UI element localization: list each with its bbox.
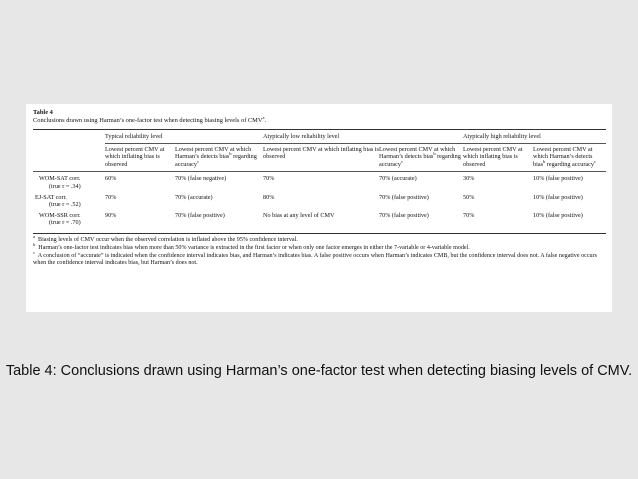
table-cell: 10% (false positive)	[533, 193, 583, 201]
subheader-low-detects	[379, 143, 463, 172]
footnotes	[33, 233, 606, 268]
subheader-typical-inflating: Lowest percent CMV at which inflating bias is observed	[105, 145, 165, 168]
footnote-text: Biasing levels of CMV occur when the observed correlation is inflated above the 95% confidence interval.	[38, 236, 298, 243]
table-cell: 30%	[463, 175, 475, 183]
subheader-rest: regarding accuracy	[545, 160, 595, 168]
group-high: Atypically high reliability level	[463, 130, 606, 143]
table-cell: 50%	[463, 193, 475, 201]
subheader-sup2: c	[594, 158, 597, 164]
table-cell: 70% (false positive)	[379, 211, 429, 219]
subheader-typical-detects	[175, 143, 263, 172]
results-table	[33, 130, 606, 227]
table-cell: 70% (false negative)	[175, 175, 227, 183]
table-cell: 80%	[263, 193, 275, 201]
table-cell: 70%	[105, 193, 117, 201]
subheader-sup: b	[229, 151, 232, 157]
table-cell: 70%	[463, 211, 475, 219]
subheader-sup2: c	[196, 158, 199, 164]
table-title-sup: a	[262, 114, 265, 120]
table-title-text: Conclusions drawn using Harman’s one-factor test when detecting biasing levels of CMV	[33, 117, 263, 124]
footnote-mark: c	[33, 249, 35, 255]
bottom-rule	[33, 233, 606, 234]
table-row	[33, 209, 606, 227]
subheader-text: Lowest percent CMV at which Harman’s detects bias	[533, 145, 593, 168]
footnote	[33, 241, 606, 253]
corner-cell-2	[33, 143, 105, 172]
footnote-mark: b	[33, 241, 36, 247]
table-cell: 70% (false positive)	[175, 211, 225, 219]
footnote-mark: a	[33, 233, 35, 239]
row-label-name: WOM-SSR corr.	[39, 211, 81, 219]
table-cell: 70% (false positive)	[379, 193, 429, 201]
subheader-high-inflating: Lowest percent CMV at which inflating bias is observed	[463, 145, 523, 168]
subheader-sup: b	[542, 158, 546, 164]
corner-cell	[33, 130, 105, 143]
row-label	[33, 172, 105, 191]
subheader-high-detects	[533, 143, 606, 172]
table-title	[33, 114, 606, 125]
group-low: Atypically low reliability level	[263, 130, 463, 143]
row-label-name: WOM-SAT corr.	[39, 175, 81, 183]
table-row	[33, 191, 606, 209]
footnote	[33, 249, 606, 269]
row-label	[33, 209, 105, 227]
subheader-rest: regarding accuracy	[379, 153, 461, 168]
table-title-end: .	[264, 117, 267, 124]
table-cell: 10% (false positive)	[533, 175, 583, 183]
subheader-sup: b	[433, 151, 436, 157]
row-label	[33, 191, 105, 209]
subheader-rest: regarding accuracy	[175, 153, 257, 168]
row-label-true-r: (true r = .34)	[49, 182, 81, 190]
table-cell: 70% (accurate)	[175, 193, 213, 201]
subheader-low-inflating: Lowest percent CMV at which inflating bias is observed	[263, 145, 379, 161]
table-cell: 70%	[263, 175, 275, 183]
subheader-sup2: c	[401, 158, 403, 164]
footnote-text: A conclusion of “accurate” is indicated when the confidence interval indicates bias, and Harman’s indicates bias. A false positive occurs when Harman’s indicates CMB, but the confidence interval does not. A false negative occurs when the confidence interval indicates bias, but Harman’s does not.	[33, 252, 597, 267]
row-label-true-r: (true r = .52)	[49, 201, 81, 209]
group-header-row	[33, 130, 606, 143]
table-row	[33, 172, 606, 191]
table-cell: 60%	[105, 175, 117, 183]
footnote	[33, 233, 606, 245]
subheader-row	[33, 143, 606, 172]
row-label-true-r: (true r = .70)	[49, 219, 81, 227]
table-cell: No bias at any level of CMV	[263, 211, 335, 219]
table-label: Table 4	[33, 109, 53, 116]
slide-caption: Table 4: Conclusions drawn using Harman’s one-factor test when detecting biasing levels of CMV.	[5, 363, 633, 379]
table-panel	[26, 104, 612, 312]
table-cell: 10% (false positive)	[533, 211, 583, 219]
group-typical: Typical reliability level	[105, 130, 263, 143]
footnote-text: Harman’s one-factor test indicates bias when more than 50% variance is extracted in the first factor or when only one factor emerges in either the 7-variable or 4-variable model.	[38, 244, 470, 251]
table-cell: 90%	[105, 211, 117, 219]
table-cell: 70% (accurate)	[379, 175, 417, 183]
subheader-text: Lowest percent CMV at which Harman’s detects bias	[175, 145, 252, 161]
row-label-name: EJ-SAT corr.	[35, 193, 67, 201]
subheader-text: Lowest percent CMV at which Harman’s detects bias	[379, 145, 456, 161]
